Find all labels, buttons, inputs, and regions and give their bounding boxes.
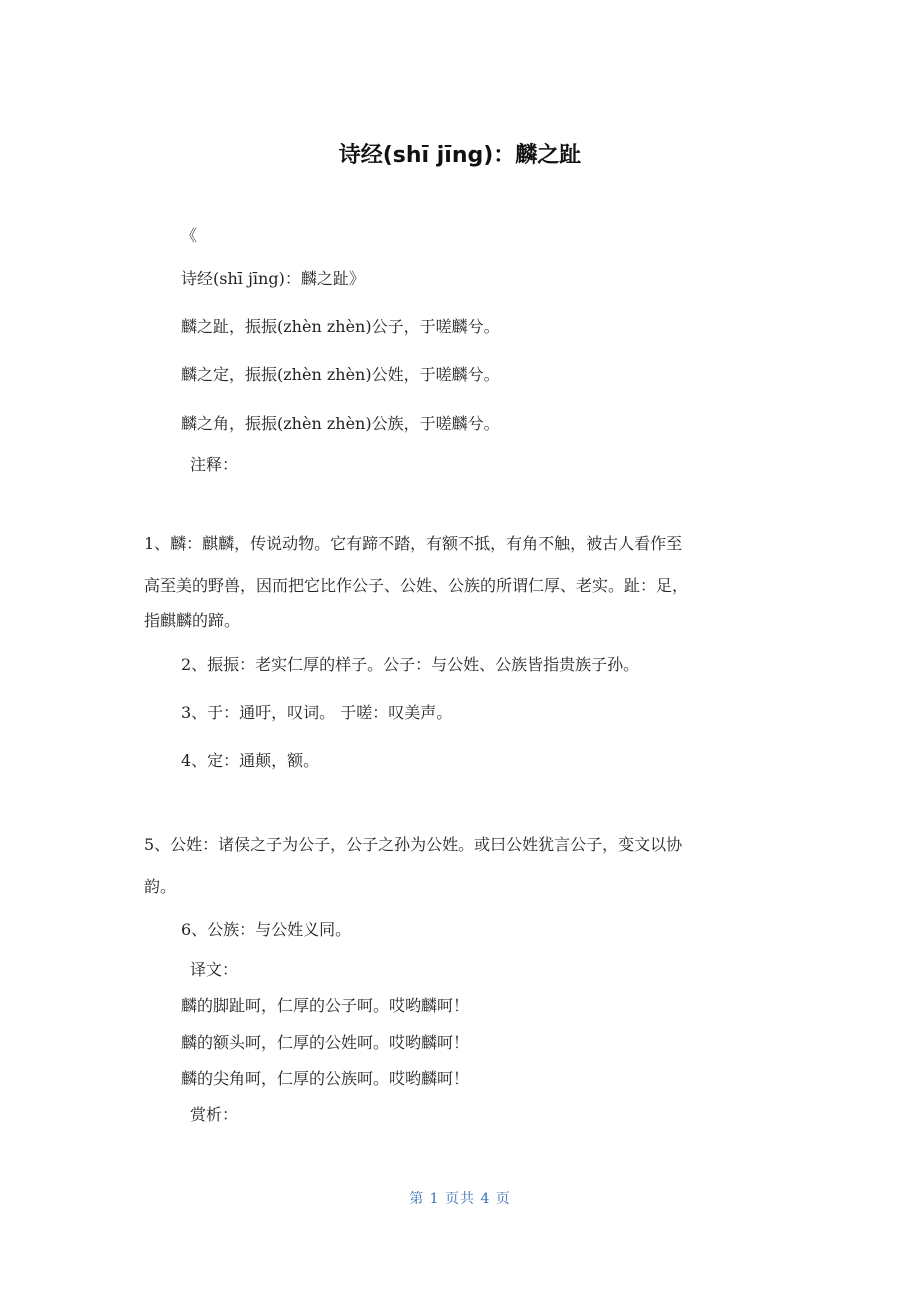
- note-1-line-2: 高至美的野兽，因而把它比作公子、公姓、公族的所谓仁厚、老实。趾：足，: [144, 576, 689, 595]
- page-number-footer: 第 1 页共 4 页: [409, 1191, 511, 1207]
- translation-label: 译文：: [190, 960, 239, 979]
- poem-heading: 诗经(shī jīng)：麟之趾》: [181, 269, 365, 288]
- notes-label: 注释：: [190, 455, 239, 474]
- note-6: 6、公族：与公姓义同。: [181, 920, 352, 939]
- poem-stanza-1: 麟之趾，振振(zhèn zhèn)公子，于嗟麟兮。: [181, 317, 500, 336]
- note-1-line-3: 指麒麟的蹄。: [144, 611, 241, 630]
- note-4: 4、定：通颠，额。: [181, 751, 320, 770]
- note-5-line-2: 韵。: [144, 877, 177, 896]
- poem-stanza-2: 麟之定，振振(zhèn zhèn)公姓，于嗟麟兮。: [181, 365, 500, 384]
- note-2: 2、振振：老实仁厚的样子。公子：与公姓、公族皆指贵族子孙。: [181, 655, 640, 674]
- translation-line-1: 麟的脚趾呵，仁厚的公子呵。哎哟麟呵！: [181, 996, 470, 1015]
- poem-stanza-3: 麟之角，振振(zhèn zhèn)公族，于嗟麟兮。: [181, 414, 500, 433]
- document-title: 诗经(shī jīng)：麟之趾: [338, 143, 582, 168]
- note-3: 3、于：通吁，叹词。 于嗟：叹美声。: [181, 703, 453, 722]
- note-1-line-1: 1、麟：麒麟，传说动物。它有蹄不踏，有额不抵，有角不触，被古人看作至: [144, 534, 683, 553]
- note-5-line-1: 5、公姓：诸侯之子为公子，公子之孙为公姓。或曰公姓犹言公子，变文以协: [144, 835, 683, 854]
- appreciation-label: 赏析：: [190, 1105, 239, 1124]
- translation-line-3: 麟的尖角呵，仁厚的公族呵。哎哟麟呵！: [181, 1069, 470, 1088]
- translation-line-2: 麟的额头呵，仁厚的公姓呵。哎哟麟呵！: [181, 1033, 470, 1052]
- poem-open-mark: 《: [181, 226, 198, 245]
